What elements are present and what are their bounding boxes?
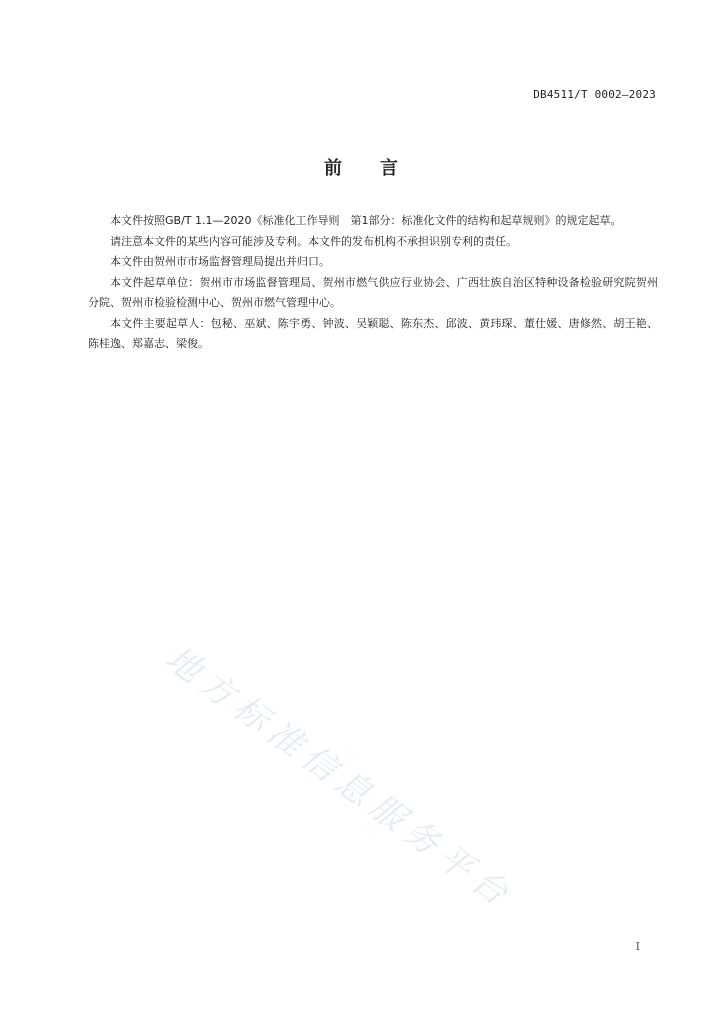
page-number: I [635, 940, 640, 953]
paragraph-patent-notice: 请注意本文件的某些内容可能涉及专利。本文件的发布机构不承担识别专利的责任。 [110, 234, 517, 248]
page-title [0, 154, 724, 180]
paragraph-drafting-units: 本文件起草单位：贺州市市场监督管理局、贺州市燃气供应行业协会、广西壮族自治区特种设备检验研究院贺州分院、贺州市检验检测中心、贺州市燃气管理中心。 [88, 275, 658, 309]
title-char-1: 前 [324, 158, 344, 179]
title-char-2: 言 [380, 158, 400, 179]
paragraph-drafting-basis: 本文件按照GB/T 1.1—2020《标准化工作导则 第1部分：标准化文件的结构和起草规则》的规定起草。 [110, 214, 622, 227]
document-code: DB4511/T 0002—2023 [533, 88, 656, 101]
paragraph-drafters: 本文件主要起草人：包秘、巫斌、陈宇勇、钟波、吴颖聪、陈东杰、邱波、黄玮琛、董仕媛、唐修然、胡王艳、陈桂逸、郑嘉志、梁俊。 [88, 316, 658, 350]
paragraph-proposer: 本文件由贺州市市场监督管理局提出并归口。 [110, 255, 330, 268]
watermark: 地方标准信息服务平台 [157, 638, 522, 918]
foreword-body [88, 211, 658, 355]
